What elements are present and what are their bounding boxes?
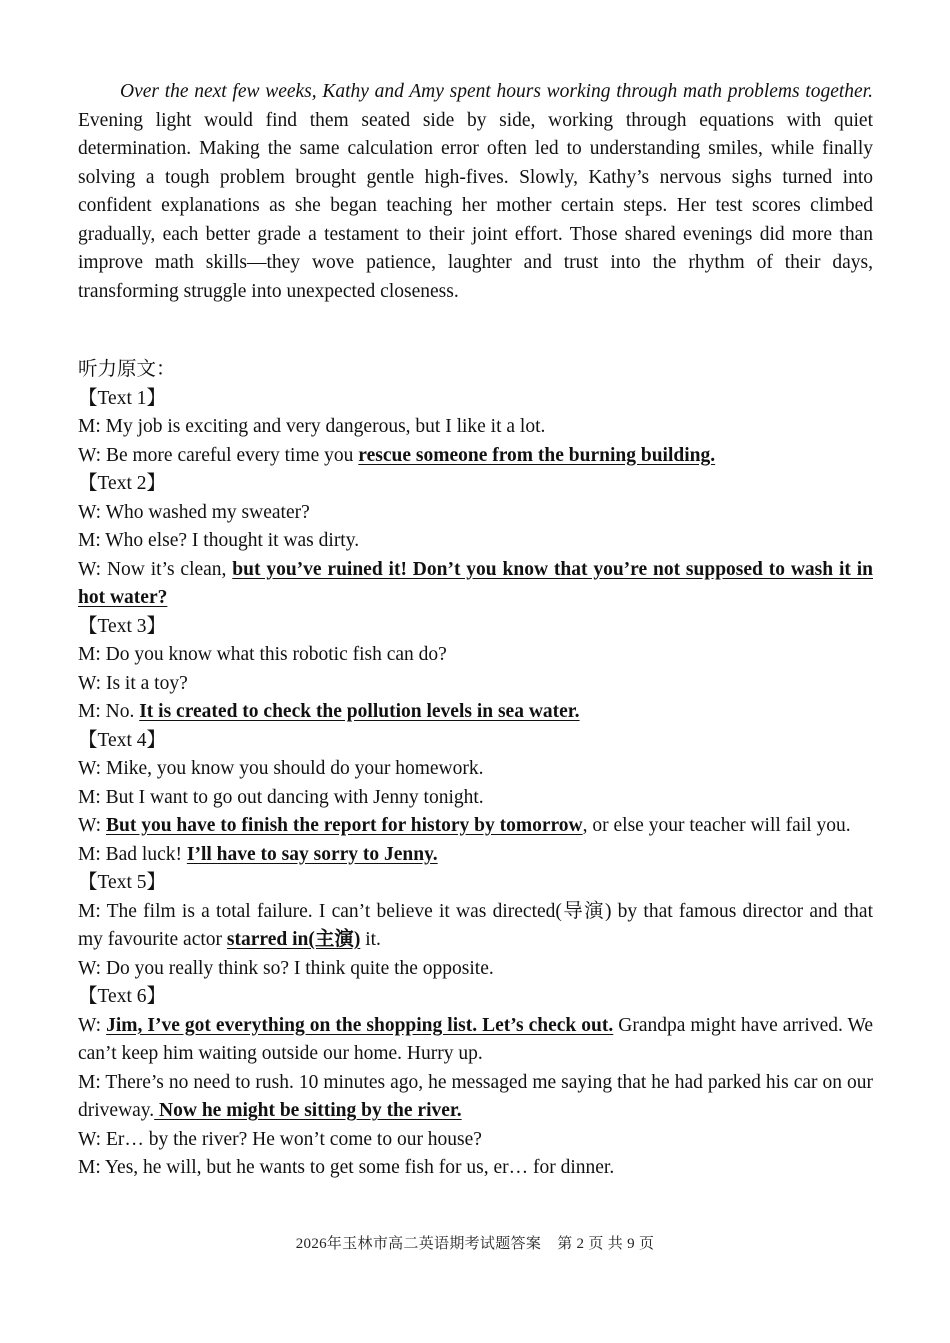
dialogue-text: M: There’s no need to rush. 10 minutes ago, he messaged me saying that he had parked his car on our driveway. — [78, 1071, 873, 1121]
dialogue-text: M: Yes, he will, but he wants to get some fish for us, er… for dinner. — [78, 1157, 615, 1178]
dialogue-line — [78, 1126, 873, 1155]
dialogue-text: W: — [78, 815, 106, 836]
dialogue-text: W: Do you really think so? I think quite the opposite. — [78, 957, 494, 979]
answer-highlight: starred in(主演) — [226, 929, 361, 950]
dialogue-line — [78, 698, 873, 727]
section-title: 听力原文： — [78, 359, 176, 380]
dialogue-line — [78, 670, 873, 699]
dialogue-line — [78, 442, 873, 471]
dialogue-text: M: My job is exciting and very dangerous, but I like it a lot. — [78, 416, 546, 437]
dialogue-line — [78, 898, 873, 955]
dialogue-text: M: Bad luck! — [78, 843, 187, 865]
transcript-texts — [78, 385, 873, 1183]
dialogue-line — [78, 499, 873, 528]
dialogue-line — [78, 755, 873, 784]
story-body: Evening light would find them seated side by side, working through equations with quiet determination. Making the same calculation error often led to understanding smiles, while finally solving a tough problem brought gentle high-fives. Slowly, Kathy’s nervous sighs turned into confident explanations as she began teaching her mother certain steps. Her test scores climbed gradually, each better grade a testament to their joint effort. Those shared evenings did more than improve math skills—they wove patience, laughter and trust into the rhythm of their days, transforming struggle into unexpected closeness. — [78, 109, 873, 302]
answer-highlight: but you’ve ruined it! Don’t you know that you’re not supposed to wash it in hot water? — [78, 558, 873, 608]
page-footer — [0, 1232, 950, 1253]
dialogue-text-after: , or else your teacher will fail you. — [582, 815, 851, 836]
answer-highlight: Jim, I’ve got everything on the shopping list. Let’s check out. — [106, 1014, 614, 1036]
dialogue-text: M: No. — [78, 701, 140, 722]
footer-page-number: 第 2 页 共 9 页 — [557, 1236, 655, 1252]
dialogue-text: W: Be more careful every time you — [78, 444, 359, 466]
text-label: 【Text 4】 — [78, 729, 166, 751]
dialogue-line — [78, 1154, 873, 1183]
story-paragraph-block — [78, 78, 873, 306]
footer-title: 2026年玉林市高二英语期考试题答案 — [295, 1236, 542, 1252]
text-label: 【Text 6】 — [78, 986, 166, 1007]
answer-highlight: Now he might be sitting by the river. — [154, 1100, 462, 1121]
text-label: 【Text 2】 — [78, 473, 166, 494]
dialogue-text: M: Who else? I thought it was dirty. — [78, 530, 360, 551]
dialogue-line — [78, 556, 873, 613]
dialogue-line — [78, 1012, 873, 1069]
dialogue-line — [78, 841, 873, 870]
dialogue-text: W: Is it a toy? — [78, 672, 188, 694]
dialogue-line — [78, 527, 873, 556]
answer-highlight: I’ll have to say sorry to Jenny. — [186, 843, 438, 865]
dialogue-text: W: Er… by the river? He won’t come to our house? — [78, 1128, 482, 1150]
story-paragraph — [78, 78, 873, 306]
dialogue-text: M: But I want to go out dancing with Jenny tonight. — [78, 786, 484, 808]
dialogue-line — [78, 641, 873, 670]
dialogue-line — [78, 955, 873, 984]
answer-highlight: But you have to finish the report for history by tomorrow — [105, 815, 583, 836]
dialogue-text-after: Grandpa might have arrived. We can’t keep him waiting outside our home. Hurry up. — [78, 1014, 874, 1064]
dialogue-text: W: — [78, 1014, 107, 1036]
dialogue-text: M: Do you know what this robotic fish can do? — [78, 644, 447, 665]
story-italic-lead: Over the next few weeks, Kathy and Amy spent hours working through math problems together. — [120, 81, 873, 102]
answer-highlight: It is created to check the pollution levels in sea water. — [139, 701, 580, 722]
answer-highlight: rescue someone from the burning building. — [358, 444, 716, 466]
text-label: 【Text 5】 — [78, 872, 166, 893]
dialogue-text: M: The film is a total failure. I can’t believe it was directed(导演) by that famous director and that my favourite actor — [78, 900, 873, 950]
dialogue-line — [78, 812, 873, 841]
text-label: 【Text 3】 — [78, 615, 166, 637]
dialogue-text: W: Who washed my sweater? — [78, 501, 310, 523]
dialogue-line — [78, 413, 873, 442]
dialogue-line — [78, 1069, 873, 1126]
dialogue-line — [78, 784, 873, 813]
dialogue-text: W: Mike, you know you should do your homework. — [78, 758, 484, 779]
text-label: 【Text 1】 — [78, 387, 166, 409]
dialogue-text-after: it. — [360, 929, 381, 950]
listening-transcript — [78, 356, 873, 1183]
dialogue-text: W: Now it’s clean, — [78, 558, 233, 580]
